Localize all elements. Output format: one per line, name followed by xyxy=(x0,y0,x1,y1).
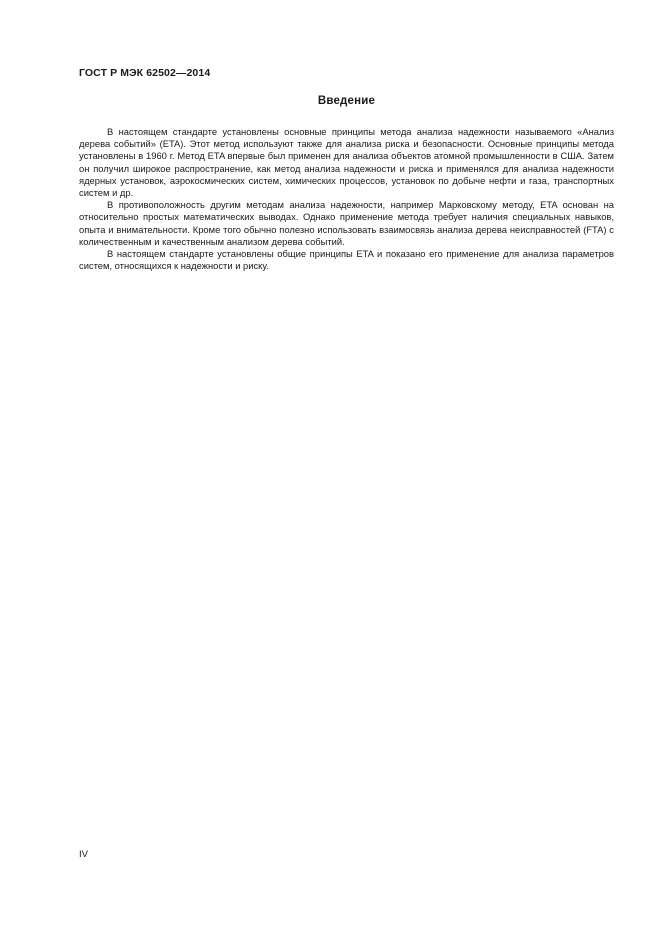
body-text xyxy=(79,126,614,272)
paragraph-comparison: В противоположность другим методам анализа надежности, например Марковскому методу, ETA основан на относительно простых математических выводах. Однако применение метода требует наличия специальных навыков, опыта и внимательности. Кроме того обычно полезно использовать взаимосвязь анализа дерева неисправностей (FTA) с количественным и качественным анализом дерева событий. xyxy=(79,199,614,247)
page-number: IV xyxy=(79,849,88,860)
paragraph-scope: В настоящем стандарте установлены общие принципы ETA и показано его применение для анализа параметров систем, относящихся к надежности и риску. xyxy=(79,248,614,272)
paragraph-intro: В настоящем стандарте установлены основные принципы метода анализа надежности называемого «Анализ дерева событий» (ETA). Этот метод используют также для анализа риска и безопасности. Основные принципы метода установлены в 1960 г. Метод ETA впервые был применен для анализа объектов атомной промышленности в США. Затем он получил широкое распространение, как метод анализа надежности и риска и применялся для анализа надежности ядерных установок, аэрокосмических систем, химических процессов, установок по добыче нефти и газа, транспортных систем и др. xyxy=(79,126,614,199)
document-header: ГОСТ Р МЭК 62502—2014 xyxy=(79,67,211,79)
section-title: Введение xyxy=(317,95,376,107)
